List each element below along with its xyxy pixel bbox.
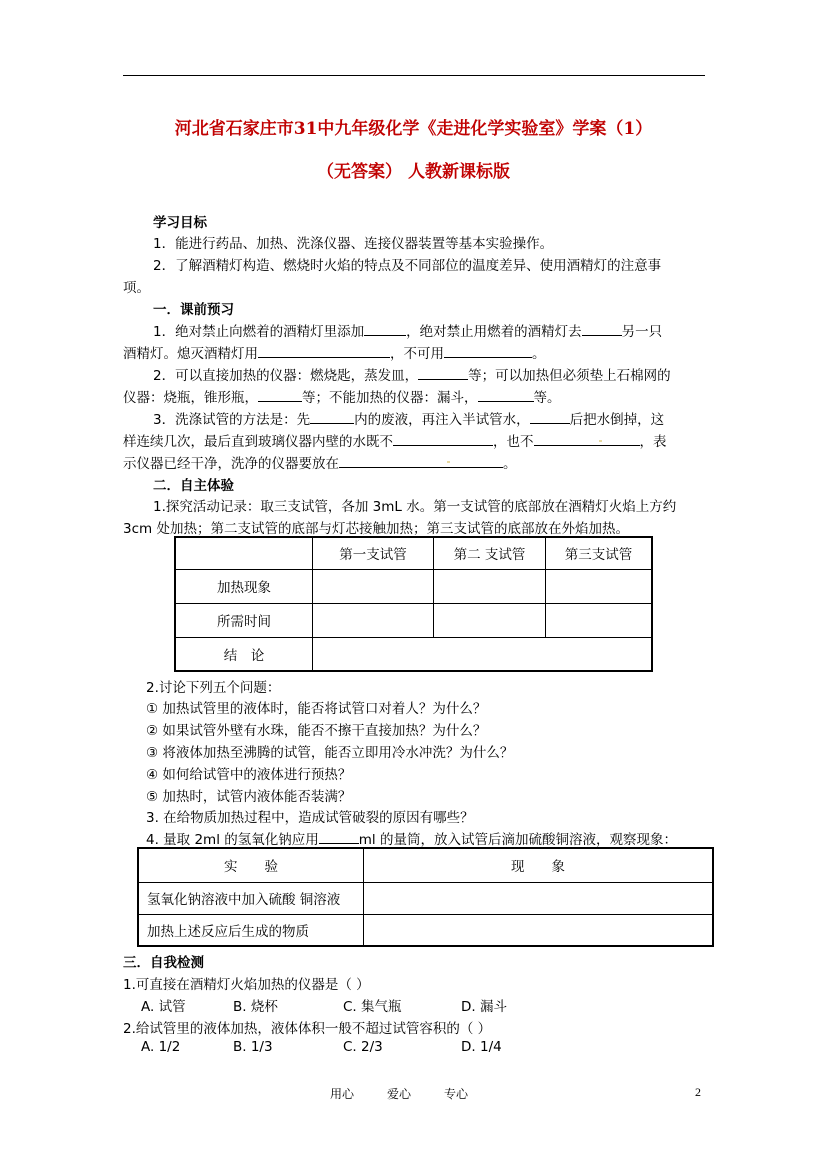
- table-cell: [313, 637, 653, 671]
- blank: [393, 433, 493, 446]
- blank: [319, 831, 359, 844]
- question-1-line1: 1．绝对禁止向燃着的酒精灯里添加 ，绝对禁止用燃着的酒精灯去 另一只: [153, 324, 663, 340]
- table-header-cell: 实 验: [138, 848, 364, 882]
- mc-option: B. 烧杯: [233, 999, 278, 1015]
- table-row-label: 加热上述反应后生成的物质: [138, 914, 364, 946]
- table-row-label: 氢氧化钠溶液中加入硫酸 铜溶液: [138, 882, 364, 914]
- question-3-line2: 样连续几次，最后直到玻璃仪器内壁的水既不 ，也不 ，表: [123, 434, 667, 450]
- question-3-line3: 示仪器已经干净，洗净的仪器要放在 。: [123, 456, 517, 472]
- table-row-label: 加热现象: [175, 569, 313, 603]
- blank: [444, 345, 532, 358]
- experiment-1-line2: 3cm 处加热；第二支试管的底部与灯芯接触加热；第三支试管的底部放在外焰加热。: [123, 521, 629, 537]
- mc-option: B. 1/3: [233, 1039, 273, 1055]
- table-header-cell: 第三支试管: [546, 537, 653, 569]
- section-3-heading: 三．自我检测: [123, 955, 204, 971]
- table-cell: [313, 603, 434, 637]
- scan-speck: [447, 461, 450, 463]
- table-cell: [546, 569, 653, 603]
- discussion-intro: 2.讨论下列五个问题：: [146, 680, 281, 696]
- blank: [258, 345, 390, 358]
- question-cylinder: 4. 量取 2ml 的氢氧化钠应用 ml 的量筒，放入试管后滴加硫酸铜溶液，观察现象：: [146, 832, 677, 848]
- question-2-line1: 2．可以直接加热的仪器：燃烧匙，蒸发皿， 等；可以加热但必须垫上石棉网的: [153, 368, 671, 384]
- mc-question-1: 1.可直接在酒精灯火焰加热的仪器是（ ）: [123, 977, 370, 993]
- table-cell: [434, 569, 546, 603]
- discussion-item: ① 加热试管里的液体时，能否将试管口对着人？为什么？: [146, 701, 487, 717]
- table-cell: [434, 603, 546, 637]
- mc-question-2: 2.给试管里的液体加热，液体体积一般不超过试管容积的（ ）: [123, 1021, 492, 1037]
- discussion-item: ⑤ 加热时，试管内液体能否装满？: [146, 789, 352, 805]
- blank: [364, 323, 406, 336]
- question-3-line1: 3．洗涤试管的方法是：先 内的废液，再注入半试管水， 后把水倒掉，这: [153, 412, 665, 428]
- footer-text: 用心: [330, 1087, 355, 1101]
- section-2-heading: 二．自主体验: [153, 478, 234, 494]
- mc-option: C. 集气瓶: [343, 999, 402, 1015]
- table-header-cell: [175, 537, 313, 569]
- table-cell: [313, 569, 434, 603]
- scan-speck: [599, 440, 602, 442]
- table-cell: [364, 914, 714, 946]
- mc-option: D. 漏斗: [461, 999, 507, 1015]
- table-row-label: 所需时间: [175, 603, 313, 637]
- header-rule: [123, 75, 705, 76]
- question-1-line2: 酒精灯。熄灭酒精灯用 ，不可用 。: [123, 346, 546, 362]
- mc-option: C. 2/3: [343, 1039, 383, 1055]
- objectives-heading: 学习目标: [153, 215, 207, 231]
- objective-2a: 2．了解酒精灯构造、燃烧时火焰的特点及不同部位的温度差异、使用酒精灯的注意事: [153, 258, 662, 274]
- discussion-item: ④ 如何给试管中的液体进行预热？: [146, 767, 352, 783]
- table-cell: [364, 882, 714, 914]
- objective-2b: 项。: [123, 280, 150, 296]
- table-header-cell: 第二 支试管: [434, 537, 546, 569]
- blank: [258, 389, 302, 402]
- mc-option: A. 1/2: [141, 1039, 181, 1055]
- discussion-item: ② 如果试管外壁有水珠，能否不擦干直接加热？为什么？: [146, 723, 487, 739]
- doc-title-line1: 河北省石家庄市31中九年级化学《走进化学实验室》学案（1）: [174, 119, 653, 139]
- footer-text: 专心: [444, 1087, 469, 1101]
- blank: [534, 433, 640, 446]
- section-1-heading: 一．课前预习: [153, 302, 234, 318]
- blank: [418, 367, 468, 380]
- experiment-1-line1: 1.探究活动记录：取三支试管，各加 3mL 水。第一支试管的底部放在酒精灯火焰上方约: [153, 499, 677, 515]
- blank: [339, 455, 503, 468]
- observation-table: [174, 536, 653, 672]
- blank: [478, 389, 534, 402]
- table-header-cell: 现 象: [364, 848, 714, 882]
- blank: [582, 323, 622, 336]
- table-header-cell: 第一支试管: [313, 537, 434, 569]
- reaction-table: [137, 847, 714, 947]
- objective-1: 1．能进行药品、加热、洗涤仪器、连接仪器装置等基本实验操作。: [153, 236, 554, 252]
- blank: [310, 411, 354, 424]
- question-2-line2: 仪器：烧瓶，锥形瓶， 等；不能加热的仪器：漏斗， 等。: [123, 390, 561, 406]
- page-number: 2: [695, 1085, 701, 1099]
- footer-text: 爱心: [387, 1087, 412, 1101]
- blank: [530, 411, 570, 424]
- discussion-item: ③ 将液体加热至沸腾的试管，能否立即用冷水冲洗？为什么？: [146, 745, 514, 761]
- mc-option: D. 1/4: [461, 1039, 502, 1055]
- doc-title-line2: （无答案） 人教新课标版: [317, 162, 510, 182]
- mc-option: A. 试管: [141, 999, 186, 1015]
- table-row-label: 结 论: [175, 637, 313, 671]
- table-cell: [546, 603, 653, 637]
- question-breakage: 3. 在给物质加热过程中，造成试管破裂的原因有哪些？: [146, 810, 474, 826]
